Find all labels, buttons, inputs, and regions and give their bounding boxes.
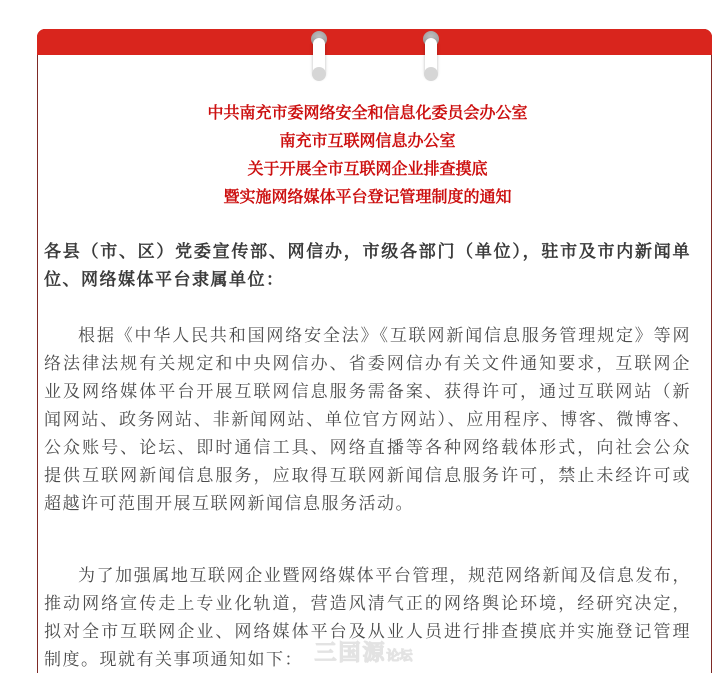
notice-card	[37, 29, 712, 673]
title-line-issuer-1: 中共南充市委网络安全和信息化委员会办公室	[207, 105, 528, 122]
body-paragraph: 为了加强属地互联网企业暨网络媒体平台管理，规范网络新闻及信息发布，推动网络宣传走上专业化轨道，营造风清气正的网络舆论环境，经研究决定，拟对全市互联网企业、网络媒体平台及从业人员进行排查摸底并实施登记管理制度。现就有关事项通知如下：	[44, 566, 691, 669]
watermark-main-text: 三国源	[314, 640, 387, 665]
watermark-suffix-text: 论坛	[386, 648, 413, 663]
title-line-subject-1: 关于开展全市互联网企业排查摸底	[247, 161, 488, 178]
body-paragraph: 根据《中华人民共和国网络安全法》《互联网新闻信息服务管理规定》等网络法律法规有关规定和中央网信办、省委网信办有关文件通知要求，互联网企业及网络媒体平台开展互联网信息服务需备案、获得许可，通过互联网站（新闻网站、政务网站、非新闻网站、单位官方网站）、应用程序、博客、微博客、公众账号、论坛、即时通信工具、网络直播等各种网络载体形式，向社会公众提供互联网新闻信息服务，应取得互联网新闻信息服务许可，禁止未经许可或超越许可范围开展互联网新闻信息服务活动。	[44, 326, 691, 513]
notice-content	[38, 30, 711, 673]
salutation: 各县（市、区）党委宣传部、网信办，市级各部门（单位），驻市及市内新闻单位、网络媒体平台隶属单位：	[44, 242, 691, 289]
title-line-issuer-2: 南充市互联网信息办公室	[279, 133, 456, 150]
title-line-subject-2: 暨实施网络媒体平台登记管理制度的通知	[223, 189, 512, 206]
document-title	[44, 100, 691, 212]
